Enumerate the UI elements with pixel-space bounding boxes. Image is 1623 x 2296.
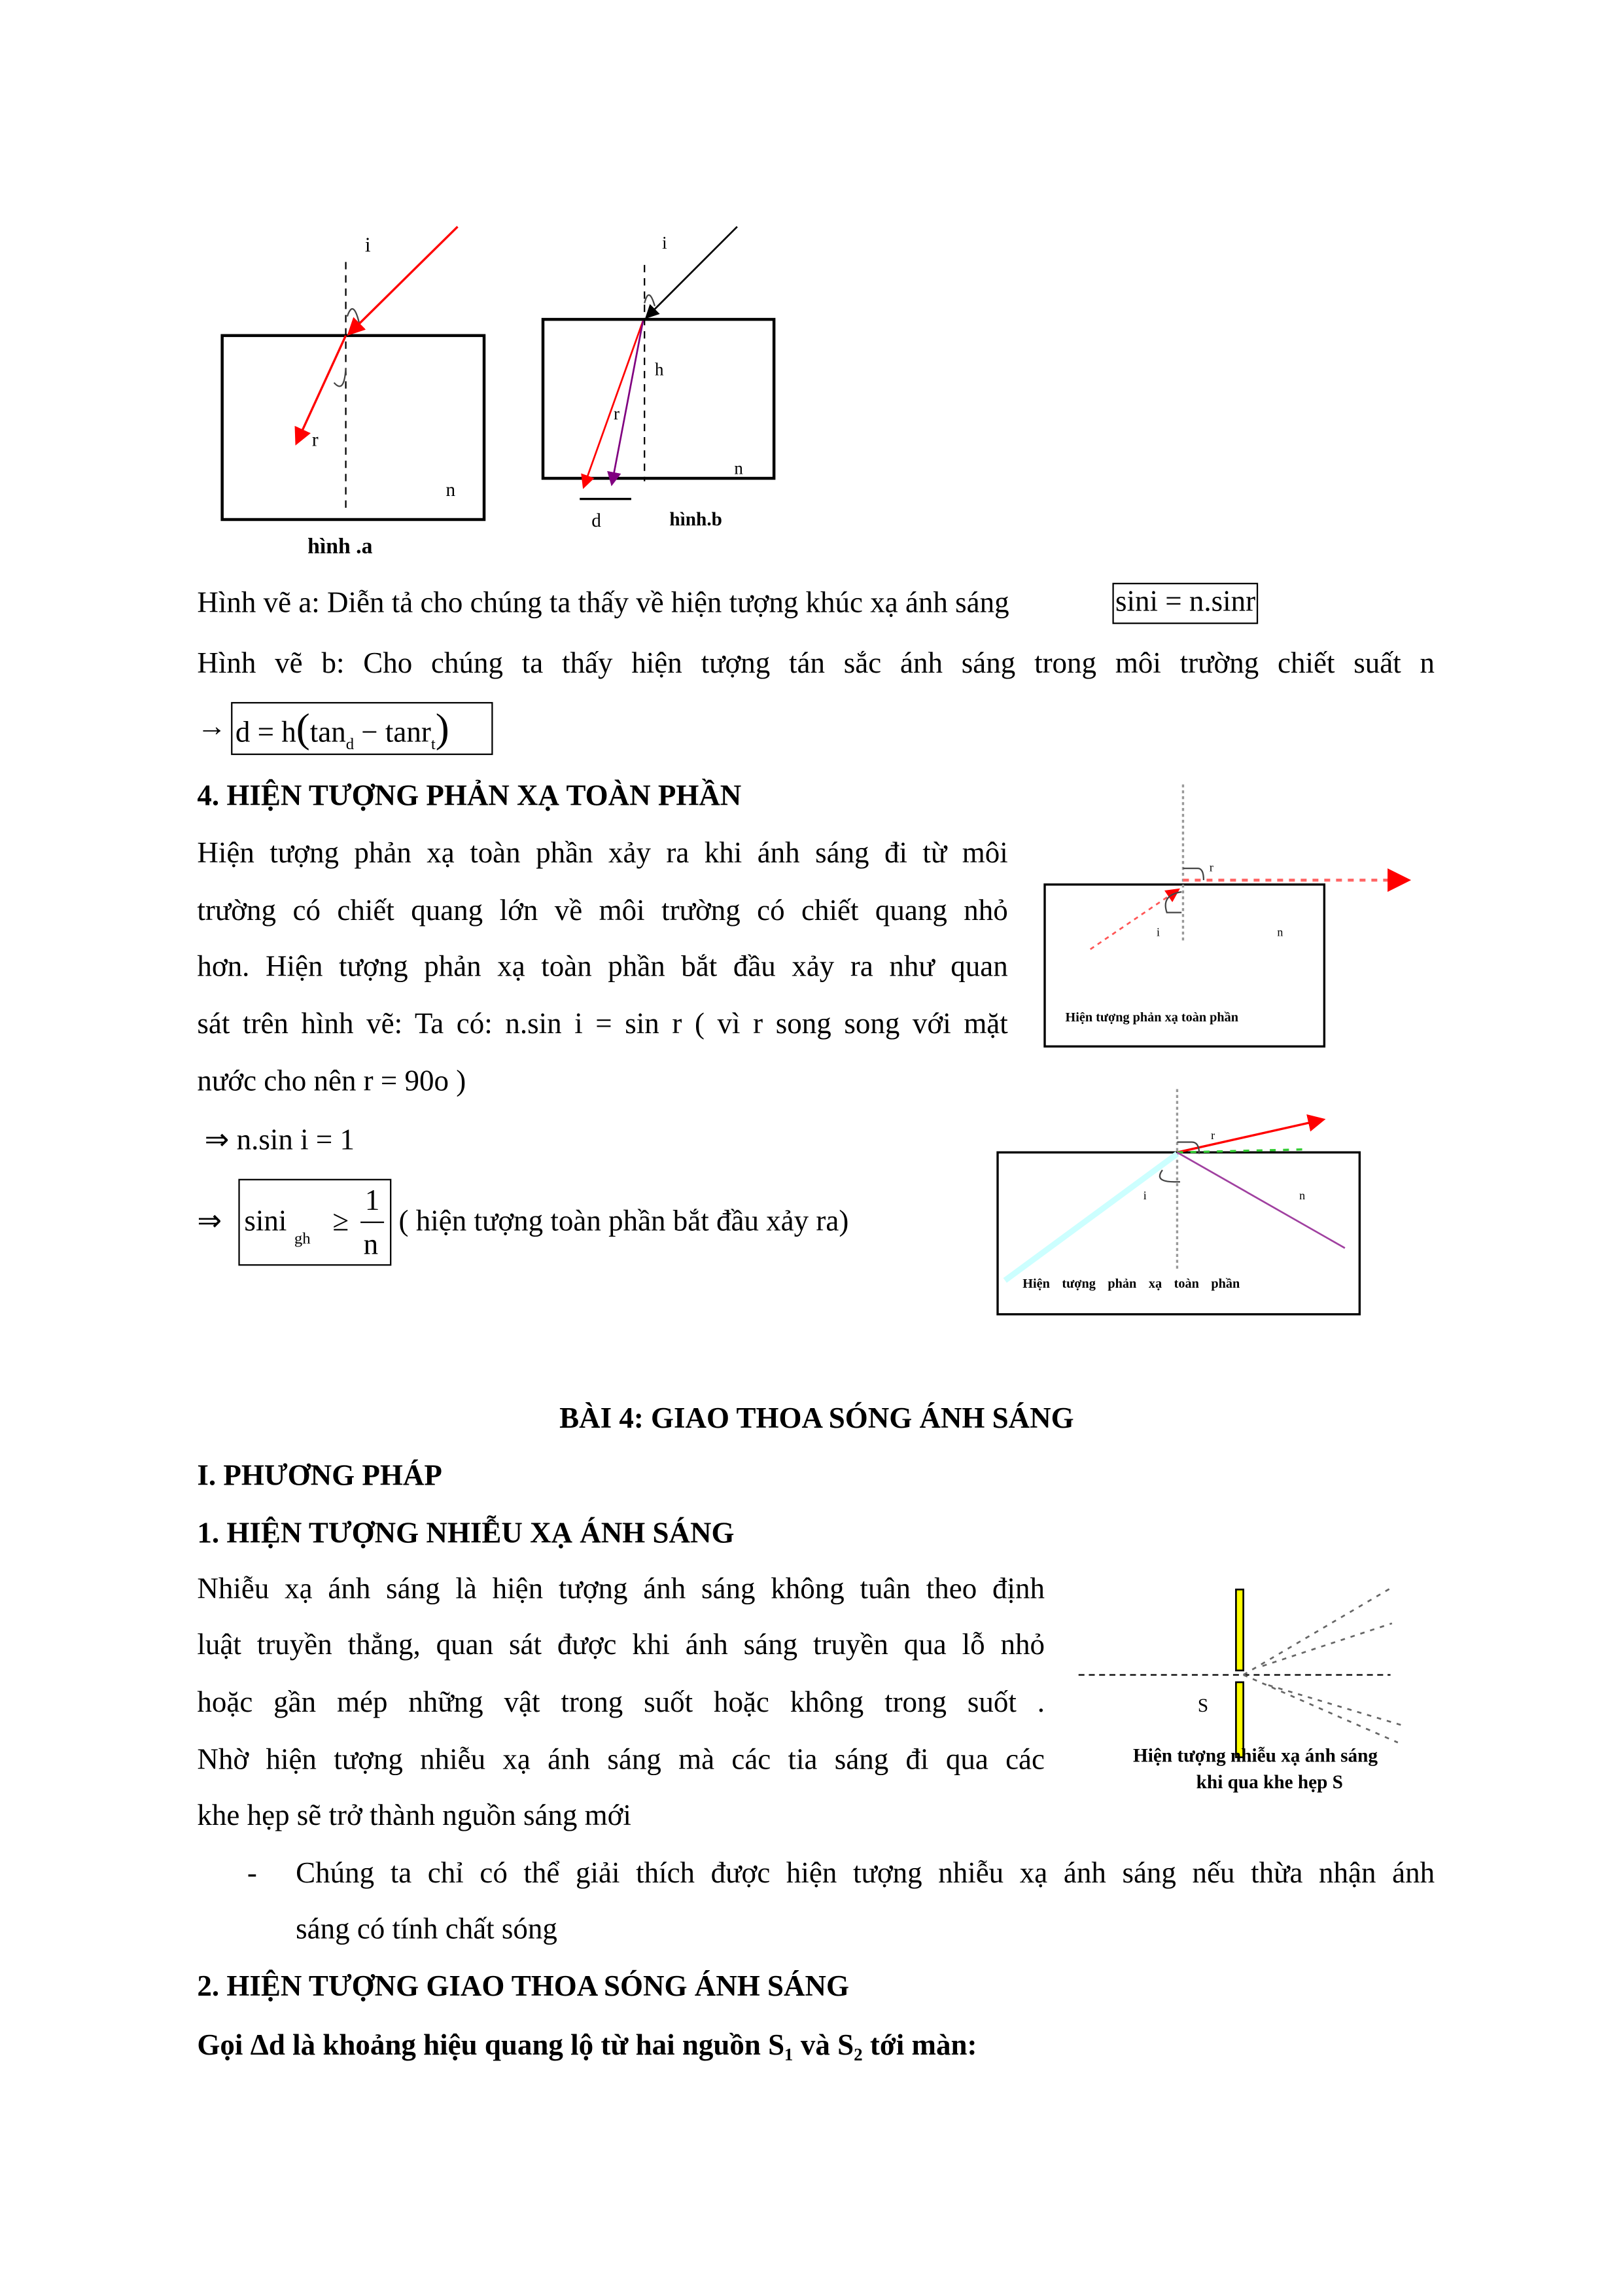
bullet-line: Chúng ta chỉ có thể giải thích được hiện tượng nhiễu xạ ánh sáng nếu thừa nhận ánh — [296, 1857, 1435, 1890]
figure-c-total-reflection — [1045, 785, 1405, 1046]
formula-lhs: d = h — [235, 716, 296, 749]
label-r: r — [1209, 860, 1213, 874]
fig-b-description: Hình vẽ b: Cho chúng ta thấy hiện tượng tán sắc ánh sáng trong môi trường chiết suất n — [197, 647, 1435, 680]
refraction-formula: sini = n.sinr — [1115, 586, 1256, 618]
label-s: S — [1197, 1695, 1209, 1716]
implies-line: ⇒ n.sin i = 1 — [204, 1124, 355, 1157]
label-i: i — [364, 233, 371, 256]
figure-e-caption-line1: Hiện tượng nhiễu xạ ánh sáng — [1132, 1745, 1378, 1767]
bullet-line: sáng có tính chất sóng — [296, 1913, 557, 1946]
label-n: n — [445, 480, 456, 501]
figure-b-caption: hình.b — [669, 509, 722, 531]
tan-r: tanr — [385, 716, 431, 749]
figure-c-caption: Hiện tượng phản xạ toàn phần — [1065, 1010, 1239, 1025]
path-difference-line: Gọi Δd là khoảng hiệu quang lộ từ hai nguồn S₁ và S₂ tới màn: — [197, 2029, 977, 2062]
label-n: n — [734, 458, 743, 478]
label-h: h — [654, 359, 664, 380]
ge-sign: ≥ — [332, 1205, 349, 1238]
section-heading: I. PHƯƠNG PHÁP — [197, 1460, 442, 1492]
figure-a-caption: hình .a — [307, 534, 373, 559]
numerator: 1 — [364, 1184, 380, 1218]
label-n: n — [1299, 1189, 1306, 1203]
critical-angle-formula-box — [238, 1179, 391, 1266]
paragraph-line: sát trên hình vẽ: Ta có: n.sin i = sin r ( vì r song song với mặt — [197, 1008, 1008, 1041]
figure-a-refraction — [222, 226, 484, 558]
paren: ) — [435, 706, 449, 752]
paragraph-line: Nhờ hiện tượng nhiễu xạ ánh sáng mà các tia sáng đi qua các — [197, 1744, 1045, 1776]
label-r: r — [311, 429, 319, 451]
label-r: r — [613, 404, 620, 424]
paragraph-line: nước cho nên r = 90o ) — [197, 1065, 466, 1098]
paragraph-line: Hiện tượng phản xạ toàn phần xảy ra khi ánh sáng đi từ môi — [197, 837, 1008, 870]
denominator: n — [363, 1229, 379, 1262]
minus: − — [354, 716, 385, 749]
paragraph-line: trường có chiết quang lớn về môi trường có chiết quang nhỏ — [197, 894, 1008, 928]
figure-d-caption: Hiện tượng phản xạ toàn phần — [1022, 1277, 1240, 1292]
label-i: i — [1156, 925, 1160, 939]
lesson-title: BÀI 4: GIAO THOA SÓNG ÁNH SÁNG — [559, 1402, 1074, 1436]
subsection-heading-diffraction: 1. HIỆN TƯỢNG NHIỄU XẠ ÁNH SÁNG — [197, 1517, 735, 1550]
fig-a-description: Hình vẽ a: Diễn tả cho chúng ta thấy về hiện tượng khúc xạ ánh sáng — [197, 587, 1009, 620]
figure-d-total-reflection — [998, 1089, 1359, 1314]
bullet-dash: - — [247, 1857, 257, 1890]
fraction-bar — [360, 1222, 384, 1223]
paragraph-line: hơn. Hiện tượng phản xạ toàn phần bắt đầu xảy ra như quan — [197, 951, 1008, 983]
figure-e-diffraction — [1079, 1587, 1401, 1793]
label-i: i — [662, 233, 667, 253]
tan-d: tan — [309, 716, 346, 749]
paragraph-line: Nhiễu xạ ánh sáng là hiện tượng ánh sáng không tuân theo định — [197, 1573, 1045, 1606]
figure-e-caption-line2: khi qua khe hẹp S — [1196, 1771, 1343, 1793]
paragraph-line: khe hẹp sẽ trở thành nguồn sáng mới — [197, 1799, 631, 1833]
dispersion-formula-box — [231, 702, 493, 755]
label-i: i — [1143, 1189, 1147, 1203]
sin-i: sini — [244, 1205, 287, 1238]
subsection-heading-interference: 2. HIỆN TƯỢNG GIAO THOA SÓNG ÁNH SÁNG — [197, 1970, 849, 2004]
paren: ( — [296, 706, 310, 752]
label-r: r — [1211, 1128, 1215, 1142]
paragraph-line: hoặc gần mép những vật trong suốt hoặc không trong suốt . — [197, 1686, 1045, 1720]
label-n: n — [1277, 925, 1283, 939]
paragraph-line: luật truyền thẳng, quan sát được khi ánh sáng truyền qua lỗ nhỏ — [197, 1629, 1045, 1662]
heading-total-reflection: 4. HIỆN TƯỢNG PHẢN XẠ TOÀN PHẦN — [197, 780, 742, 813]
figure-b-dispersion — [543, 226, 774, 531]
label-d: d — [591, 510, 601, 532]
sub-t: t — [430, 735, 436, 754]
critical-angle-note: ( hiện tượng toàn phần bắt đầu xảy ra) — [398, 1205, 849, 1238]
implies-symbol: ⇒ — [197, 1205, 222, 1238]
arrow: → — [197, 711, 227, 743]
sub-gh: gh — [294, 1230, 311, 1248]
sub-d: d — [345, 735, 355, 754]
refraction-formula-box — [1112, 583, 1258, 624]
